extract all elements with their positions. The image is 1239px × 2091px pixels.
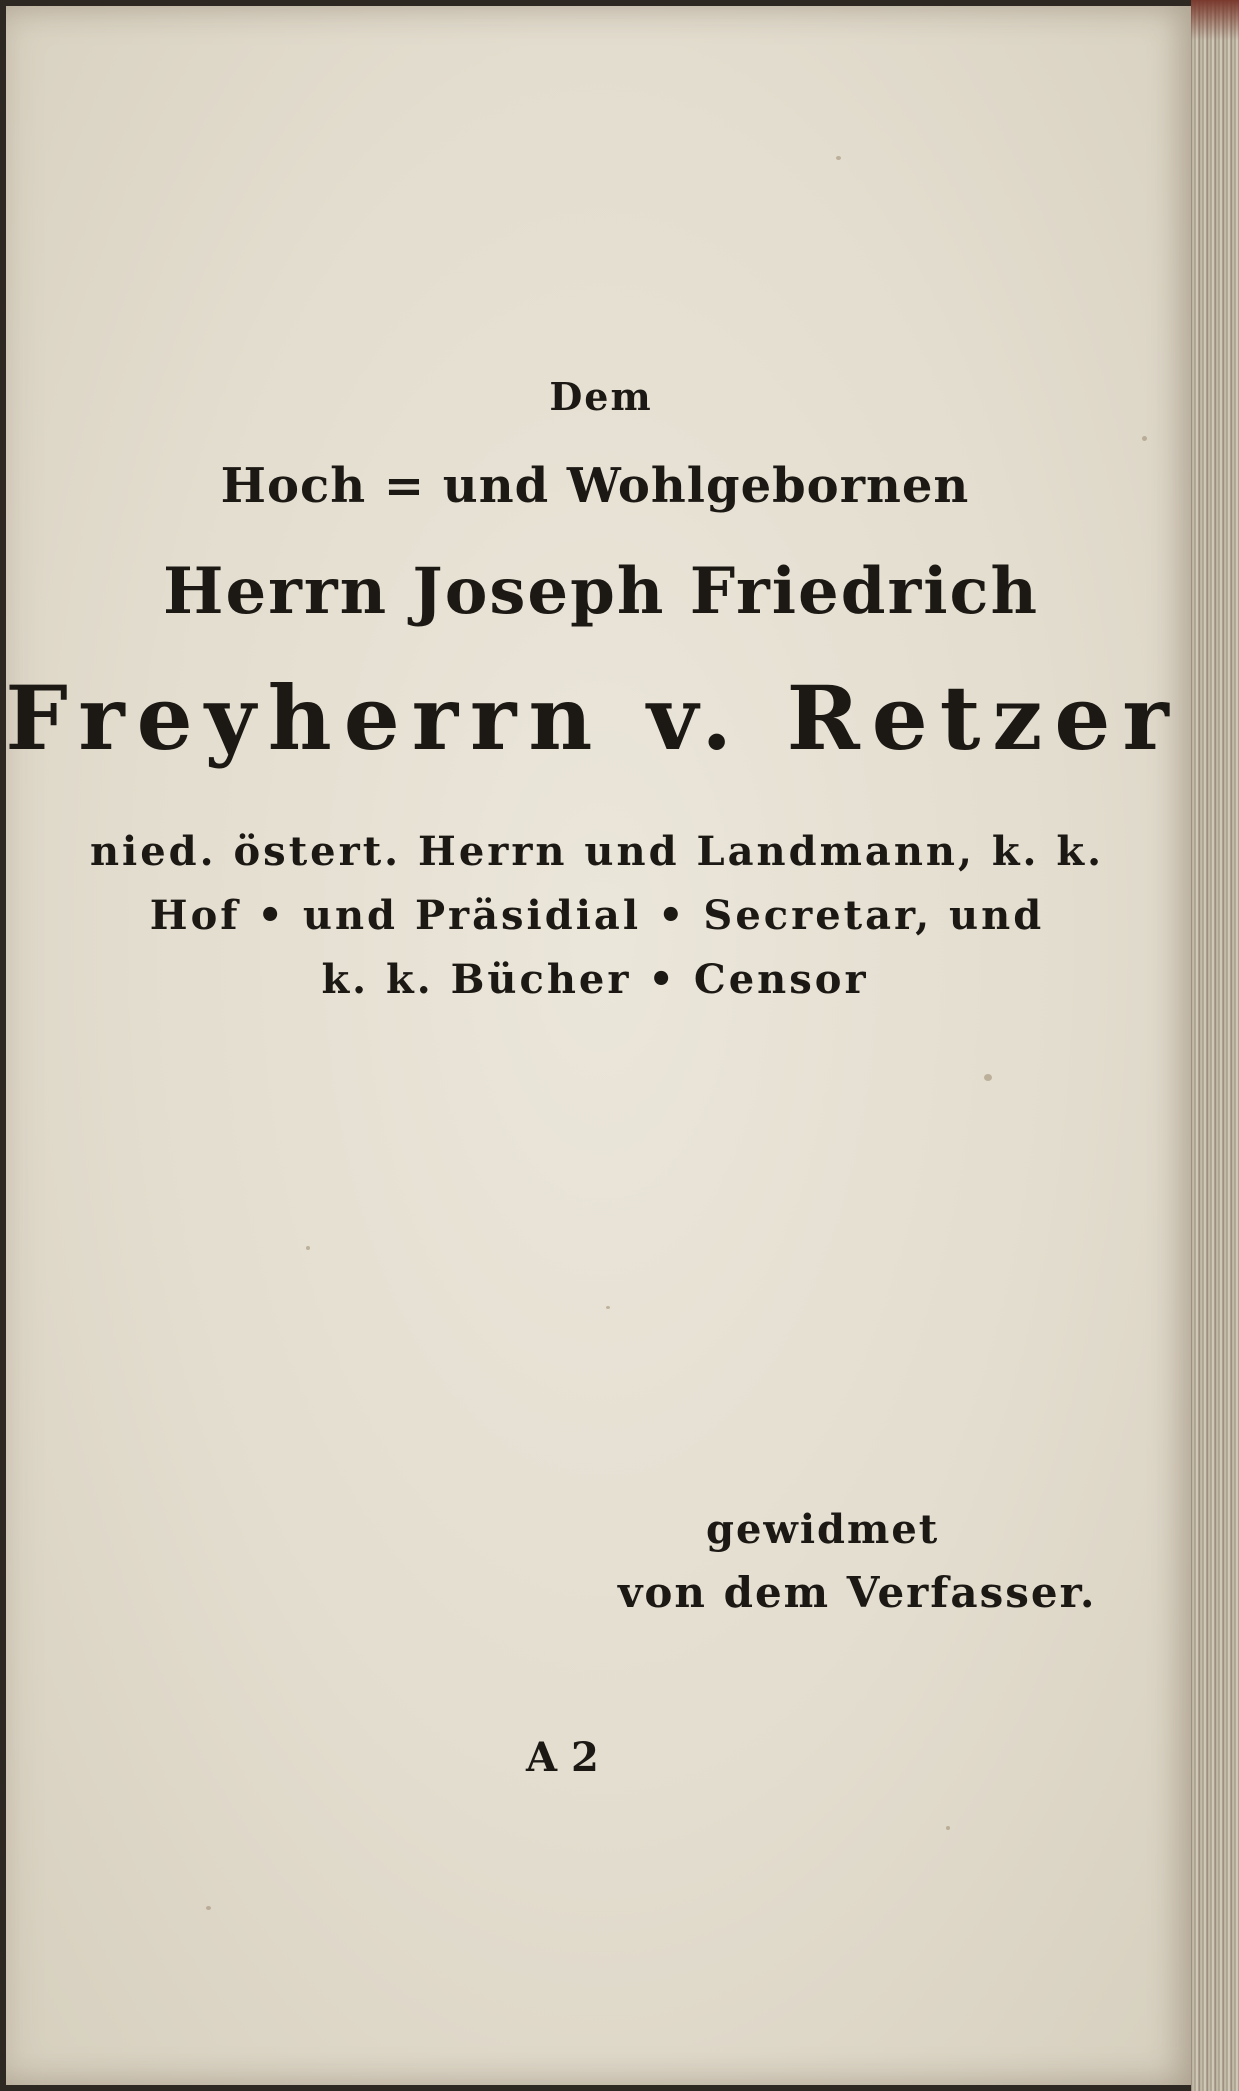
paper-speck [836, 156, 841, 160]
dedication-name: Herrn Joseph Friedrich [162, 554, 1040, 629]
signature-mark: A 2 [526, 1734, 599, 1781]
dedication-office-line-3: k. k. Bücher • Censor [321, 956, 869, 1003]
closing-gewidmet: gewidmet [706, 1506, 940, 1553]
dedication-office-line-2: Hof • und Präsidial • Secretar, und [149, 892, 1045, 939]
dedication-office-line-1: nied. östert. Herrn und Landmann, k. k. [89, 828, 1105, 875]
paper-speck [984, 1074, 992, 1081]
paper-speck [306, 1246, 310, 1250]
dedication-title-name: Freyherrn v. Retzer [5, 666, 1181, 770]
paper-page [6, 6, 1196, 2085]
dedication-dem: Dem [549, 374, 653, 419]
paper-speck [206, 1906, 211, 1910]
closing-author: von dem Verfasser. [618, 1568, 1097, 1617]
paper-speck [1142, 436, 1147, 441]
paper-speck [946, 1826, 950, 1830]
book-page-edges [1191, 0, 1239, 2091]
dedication-hoch-wohlgebornen: Hoch = und Wohlgebornen [220, 458, 970, 514]
paper-speck [606, 1306, 610, 1309]
